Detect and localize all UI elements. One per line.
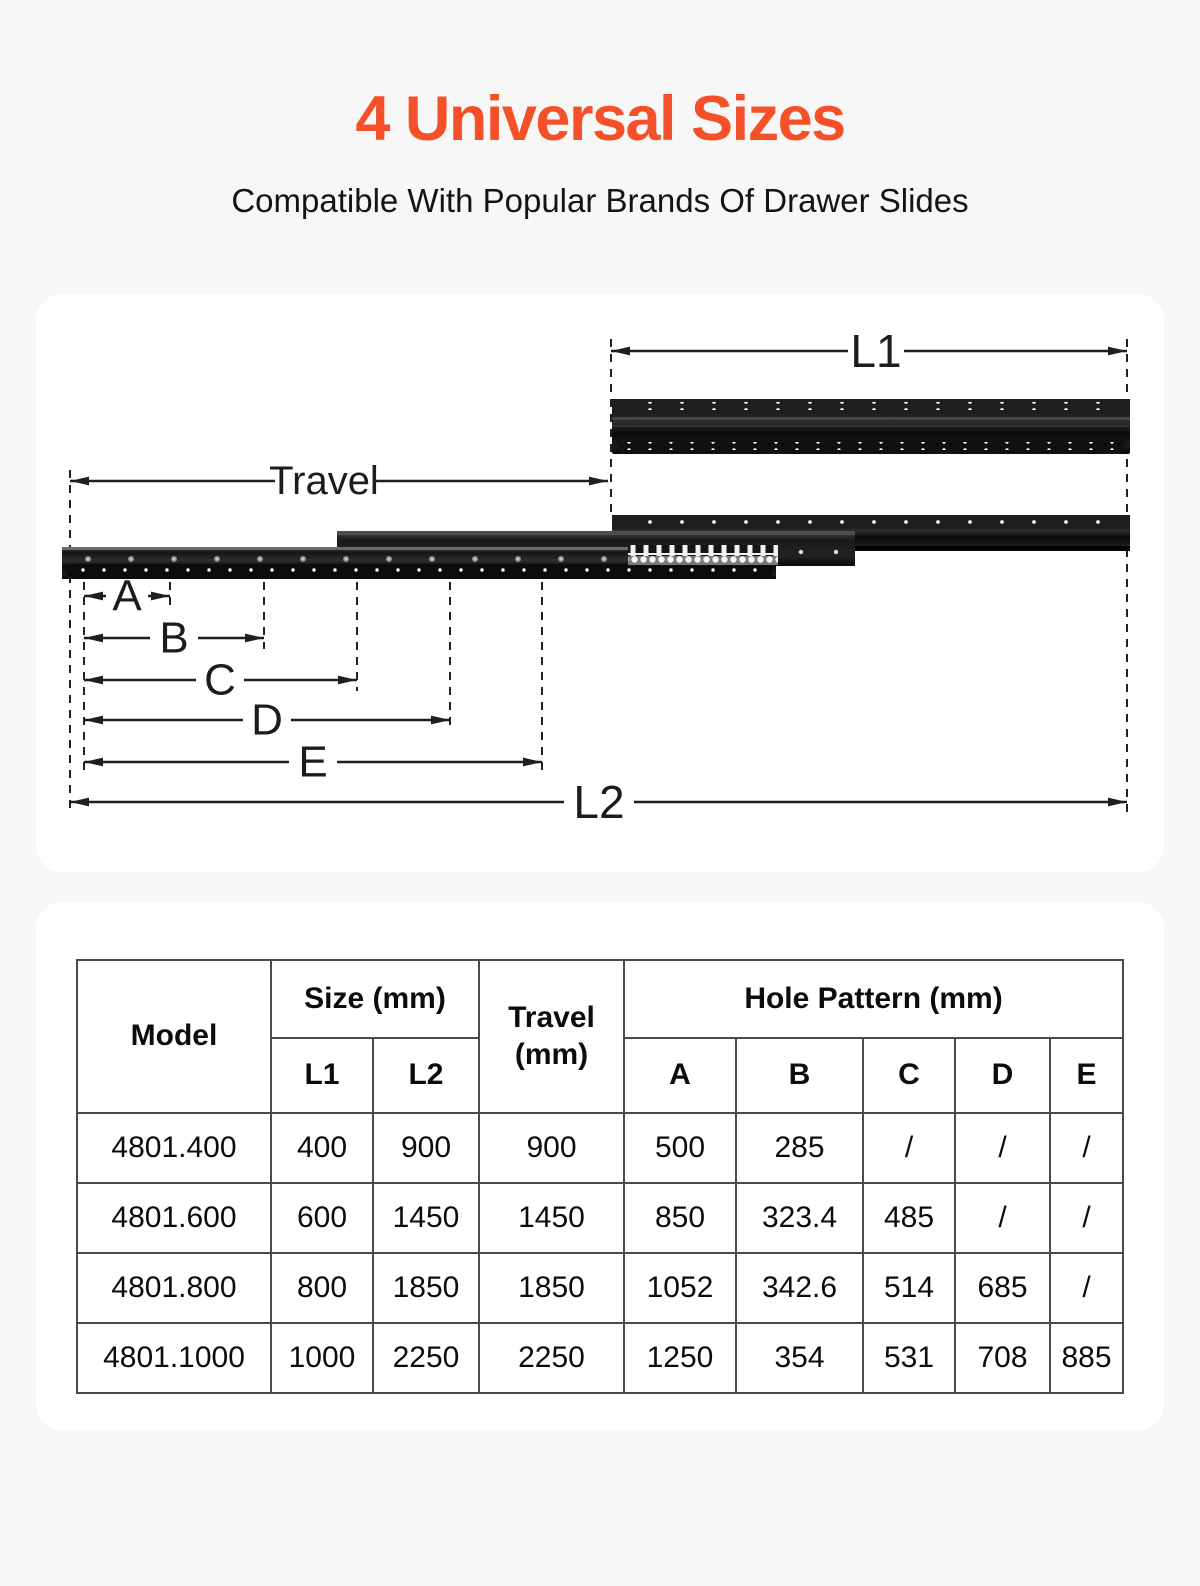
cell-d: 685 [955, 1253, 1050, 1323]
table-row [77, 1323, 1123, 1393]
cell-b: 285 [736, 1113, 863, 1183]
col-group-size: Size (mm) [271, 960, 479, 1038]
table-row [77, 1253, 1123, 1323]
cell-c: 485 [863, 1183, 955, 1253]
cell-travel: 1850 [479, 1253, 624, 1323]
cell-model: 4801.1000 [77, 1323, 271, 1393]
dim-label-c: C [204, 655, 236, 705]
cell-b: 342.6 [736, 1253, 863, 1323]
cell-d: / [955, 1113, 1050, 1183]
cell-l1: 600 [271, 1183, 373, 1253]
col-header-a: A [624, 1038, 736, 1113]
cell-d: 708 [955, 1323, 1050, 1393]
col-header-b: B [736, 1038, 863, 1113]
cell-e: / [1050, 1183, 1123, 1253]
cell-e: / [1050, 1253, 1123, 1323]
cell-model: 4801.800 [77, 1253, 271, 1323]
table-row [77, 1113, 1123, 1183]
col-header-l2: L2 [373, 1038, 479, 1113]
cell-travel: 1450 [479, 1183, 624, 1253]
col-header-travel: Travel (mm) [479, 960, 624, 1113]
dim-label-b: B [159, 613, 189, 663]
cell-l1: 400 [271, 1113, 373, 1183]
cell-b: 323.4 [736, 1183, 863, 1253]
table-row [77, 1183, 1123, 1253]
cell-d: / [955, 1183, 1050, 1253]
cell-travel: 2250 [479, 1323, 624, 1393]
cell-model: 4801.600 [77, 1183, 271, 1253]
cell-a: 1052 [624, 1253, 736, 1323]
drawer-slide-diagram-card [36, 294, 1164, 872]
cell-l2: 2250 [373, 1323, 479, 1393]
cell-l2: 900 [373, 1113, 479, 1183]
col-header-e: E [1050, 1038, 1123, 1113]
cell-l1: 800 [271, 1253, 373, 1323]
ball-bearing-strip [628, 545, 778, 565]
dim-label-travel: Travel [269, 459, 379, 503]
col-group-hole-pattern: Hole Pattern (mm) [624, 960, 1123, 1038]
spec-table-card [36, 902, 1164, 1430]
page-title: 4 Universal Sizes [355, 84, 845, 154]
drawer-slide-dimension-diagram [36, 294, 1164, 872]
dim-label-a: A [112, 571, 142, 621]
cell-b: 354 [736, 1323, 863, 1393]
extended-slide-assembly [62, 515, 1130, 579]
cell-a: 850 [624, 1183, 736, 1253]
col-header-d: D [955, 1038, 1050, 1113]
cell-e: / [1050, 1113, 1123, 1183]
dim-label-l1: L1 [850, 325, 902, 377]
cell-l2: 1450 [373, 1183, 479, 1253]
dim-label-e: E [298, 737, 328, 787]
cell-model: 4801.400 [77, 1113, 271, 1183]
cell-a: 1250 [624, 1323, 736, 1393]
col-header-c: C [863, 1038, 955, 1113]
cell-c: 531 [863, 1323, 955, 1393]
infographic-page [0, 86, 1200, 1586]
col-header-l1: L1 [271, 1038, 373, 1113]
closed-slide-rail [612, 399, 1130, 454]
cell-a: 500 [624, 1113, 736, 1183]
cell-c: / [863, 1113, 955, 1183]
dim-label-l2: L2 [573, 776, 625, 828]
cell-c: 514 [863, 1253, 955, 1323]
cell-e: 885 [1050, 1323, 1123, 1393]
col-header-model: Model [77, 960, 271, 1113]
cell-l1: 1000 [271, 1323, 373, 1393]
dim-label-d: D [251, 695, 283, 745]
size-spec-table [76, 959, 1124, 1394]
page-subtitle: Compatible With Popular Brands Of Drawer Slides [231, 182, 969, 219]
cell-l2: 1850 [373, 1253, 479, 1323]
cell-travel: 900 [479, 1113, 624, 1183]
